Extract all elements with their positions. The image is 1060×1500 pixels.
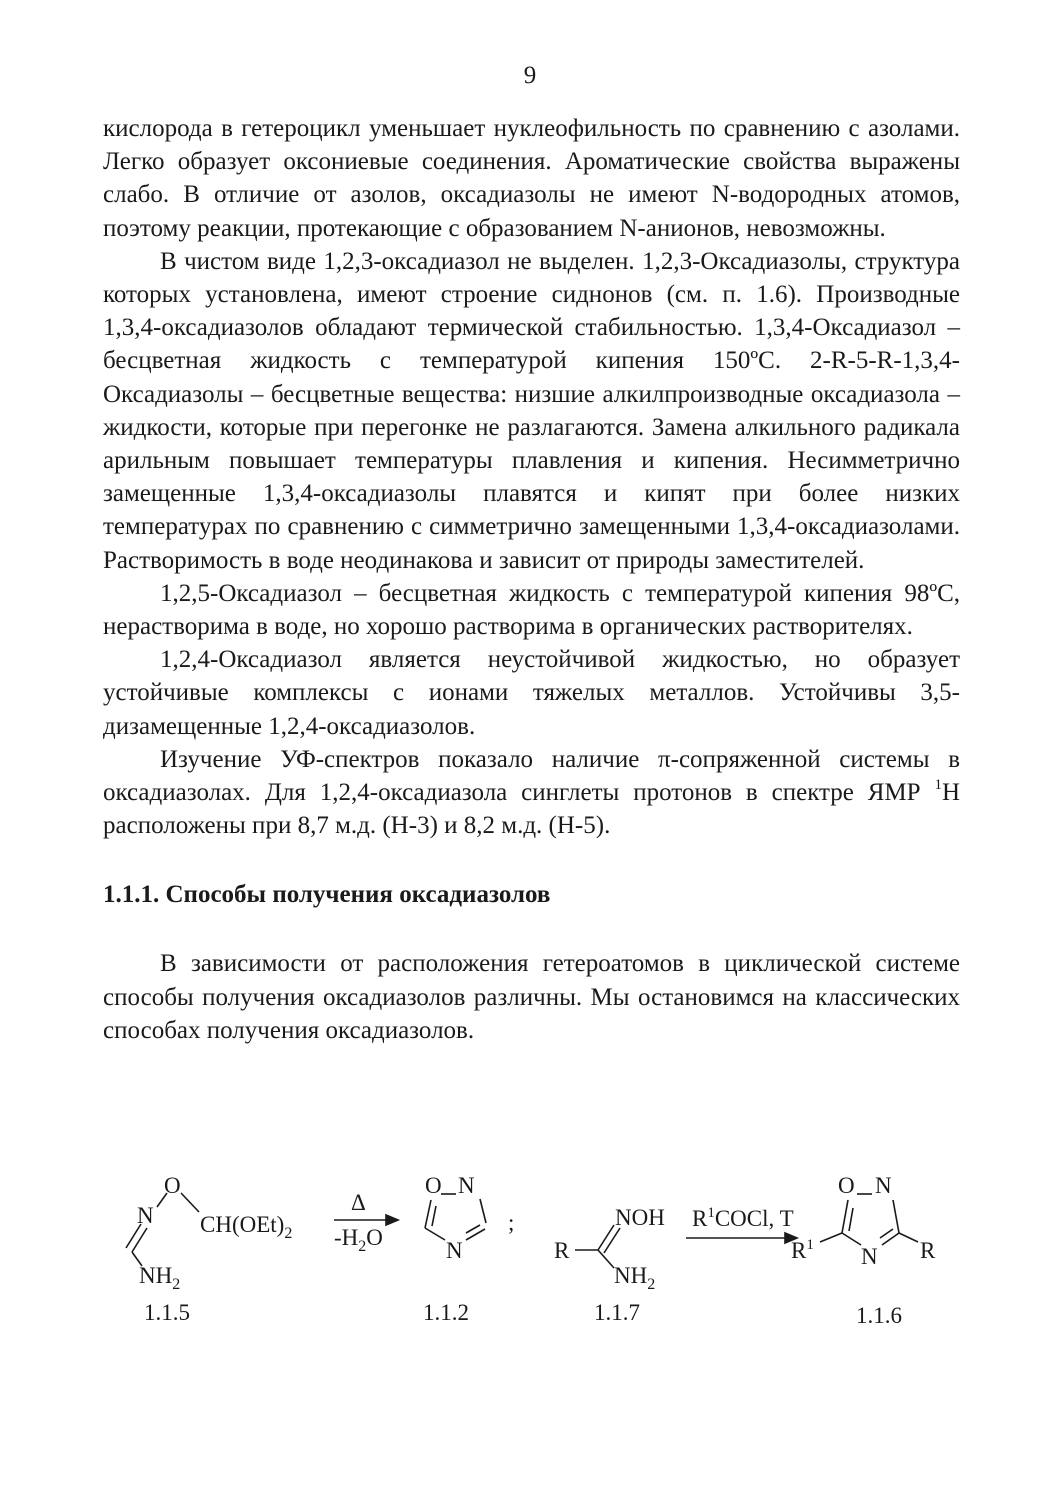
c112-label: 1.1.2: [423, 1300, 469, 1325]
c115-group: $CH(OEt)_2$: [200, 1212, 293, 1242]
compound-1-1-6-ring: [820, 1194, 918, 1245]
paragraph-4: 1,2,4-Оксадиазол является неустойчивой жидкостью, но образует устойчивые комплексы с ионами тяжелых металлов. Устойчивы 3,5-дизамещенные 1,2,4-оксадиазолов.: [103, 646, 960, 740]
c116-nitrogen-2: N: [861, 1244, 878, 1269]
c115-oxygen: O: [164, 1173, 181, 1198]
c117-label: 1.1.7: [594, 1300, 640, 1325]
c112-oxygen: O: [425, 1173, 442, 1198]
c116-r1: $R^1$: [791, 1237, 814, 1263]
paragraph-2: В чистом виде 1,2,3-оксадиазол не выделен. 1,2,3-Оксадиазолы, структура которых установлена, имеют строение сиднонов (см. п. 1.6). Производные 1,3,4-оксадиазолов обладают термической стабильностью. 1,3,4-Оксадиазол – бесцветная жидкость с температурой кипения 150ºС. 2-R-5-R-1,3,4-Оксадиазолы – бесцветные вещества: низшие алкилпроизводные оксадиазола – жидкости, которые при перегонке не разлагаются. Замена алкильного радикала арильным повышает температуры плавления и кипения. Несимметрично замещенные 1,3,4-оксадиазолы плавятся и кипят при более низких температурах по сравнению с симметрично замещенными 1,3,4-оксадиазолами. Растворимость в воде неодинакова и зависит от природы заместителей.: [103, 247, 960, 574]
c112-nitrogen-2: N: [446, 1238, 463, 1263]
c116-nitrogen-1: N: [875, 1173, 892, 1198]
paragraph-6: В зависимости от расположения гетероатомов в циклической системе способы получения оксадиазолов различны. Мы остановимся на классических способах получения оксадиазолов.: [103, 950, 960, 1044]
c116-oxygen: O: [838, 1173, 855, 1198]
scheme-separator: ;: [508, 1210, 515, 1235]
compound-1-1-7: [575, 1225, 620, 1268]
c116-label: 1.1.6: [856, 1303, 902, 1328]
page-number: 9: [523, 62, 537, 89]
arrow-1: [334, 1215, 398, 1225]
c115-amine: $NH_2$: [139, 1263, 181, 1293]
paragraph-5: [103, 743, 960, 843]
reaction-scheme: [0, 1160, 1060, 1340]
c116-r: R: [920, 1238, 936, 1263]
c117-r: R: [554, 1238, 570, 1263]
c115-label: 1.1.5: [144, 1300, 190, 1325]
paragraph-1: кислорода в гетероцикл уменьшает нуклеофильность по сравнению с азолами. Легко образует оксониевые соединения. Ароматические свойства выражены слабо. В отличие от азолов, оксадиазолы не имеют N-водородных атомов, поэтому реакции, протекающие с образованием N-анионов, невозможны.: [103, 115, 960, 242]
compound-1-1-2-ring: [425, 1194, 486, 1240]
paragraph-3: 1,2,5-Оксадиазол – бесцветная жидкость с температурой кипения 98ºС, нерастворима в воде, но хорошо растворима в органических растворителях.: [103, 579, 960, 641]
paragraph-5-superscript: 1: [934, 777, 942, 794]
arrow-2: [686, 1233, 797, 1243]
arrow1-above: Δ: [351, 1190, 366, 1215]
section-heading: 1.1.1. Способы получения оксадиазолов: [103, 881, 551, 909]
body-text: [103, 112, 960, 1047]
c117-noh: NOH: [615, 1205, 665, 1230]
c112-nitrogen-1: N: [458, 1173, 475, 1198]
c117-amine: $NH_2$: [614, 1263, 656, 1293]
paragraph-5-start: Изучение УФ-спектров показало наличие π-сопряженной системы в оксадиазолах. Для 1,2,4-оксадиазола синглеты протонов в спектре ЯМР: [103, 745, 960, 807]
c115-nitrogen: N: [137, 1203, 154, 1228]
paragraph-5-end: Н расположены при 8,7 м.д. (Н-3) и 8,2 м.д. (Н-5).: [103, 779, 960, 840]
arrow2-reagent: $R^1COCl$, T: [692, 1205, 794, 1231]
arrow1-below: $-H_2O$: [334, 1225, 383, 1255]
